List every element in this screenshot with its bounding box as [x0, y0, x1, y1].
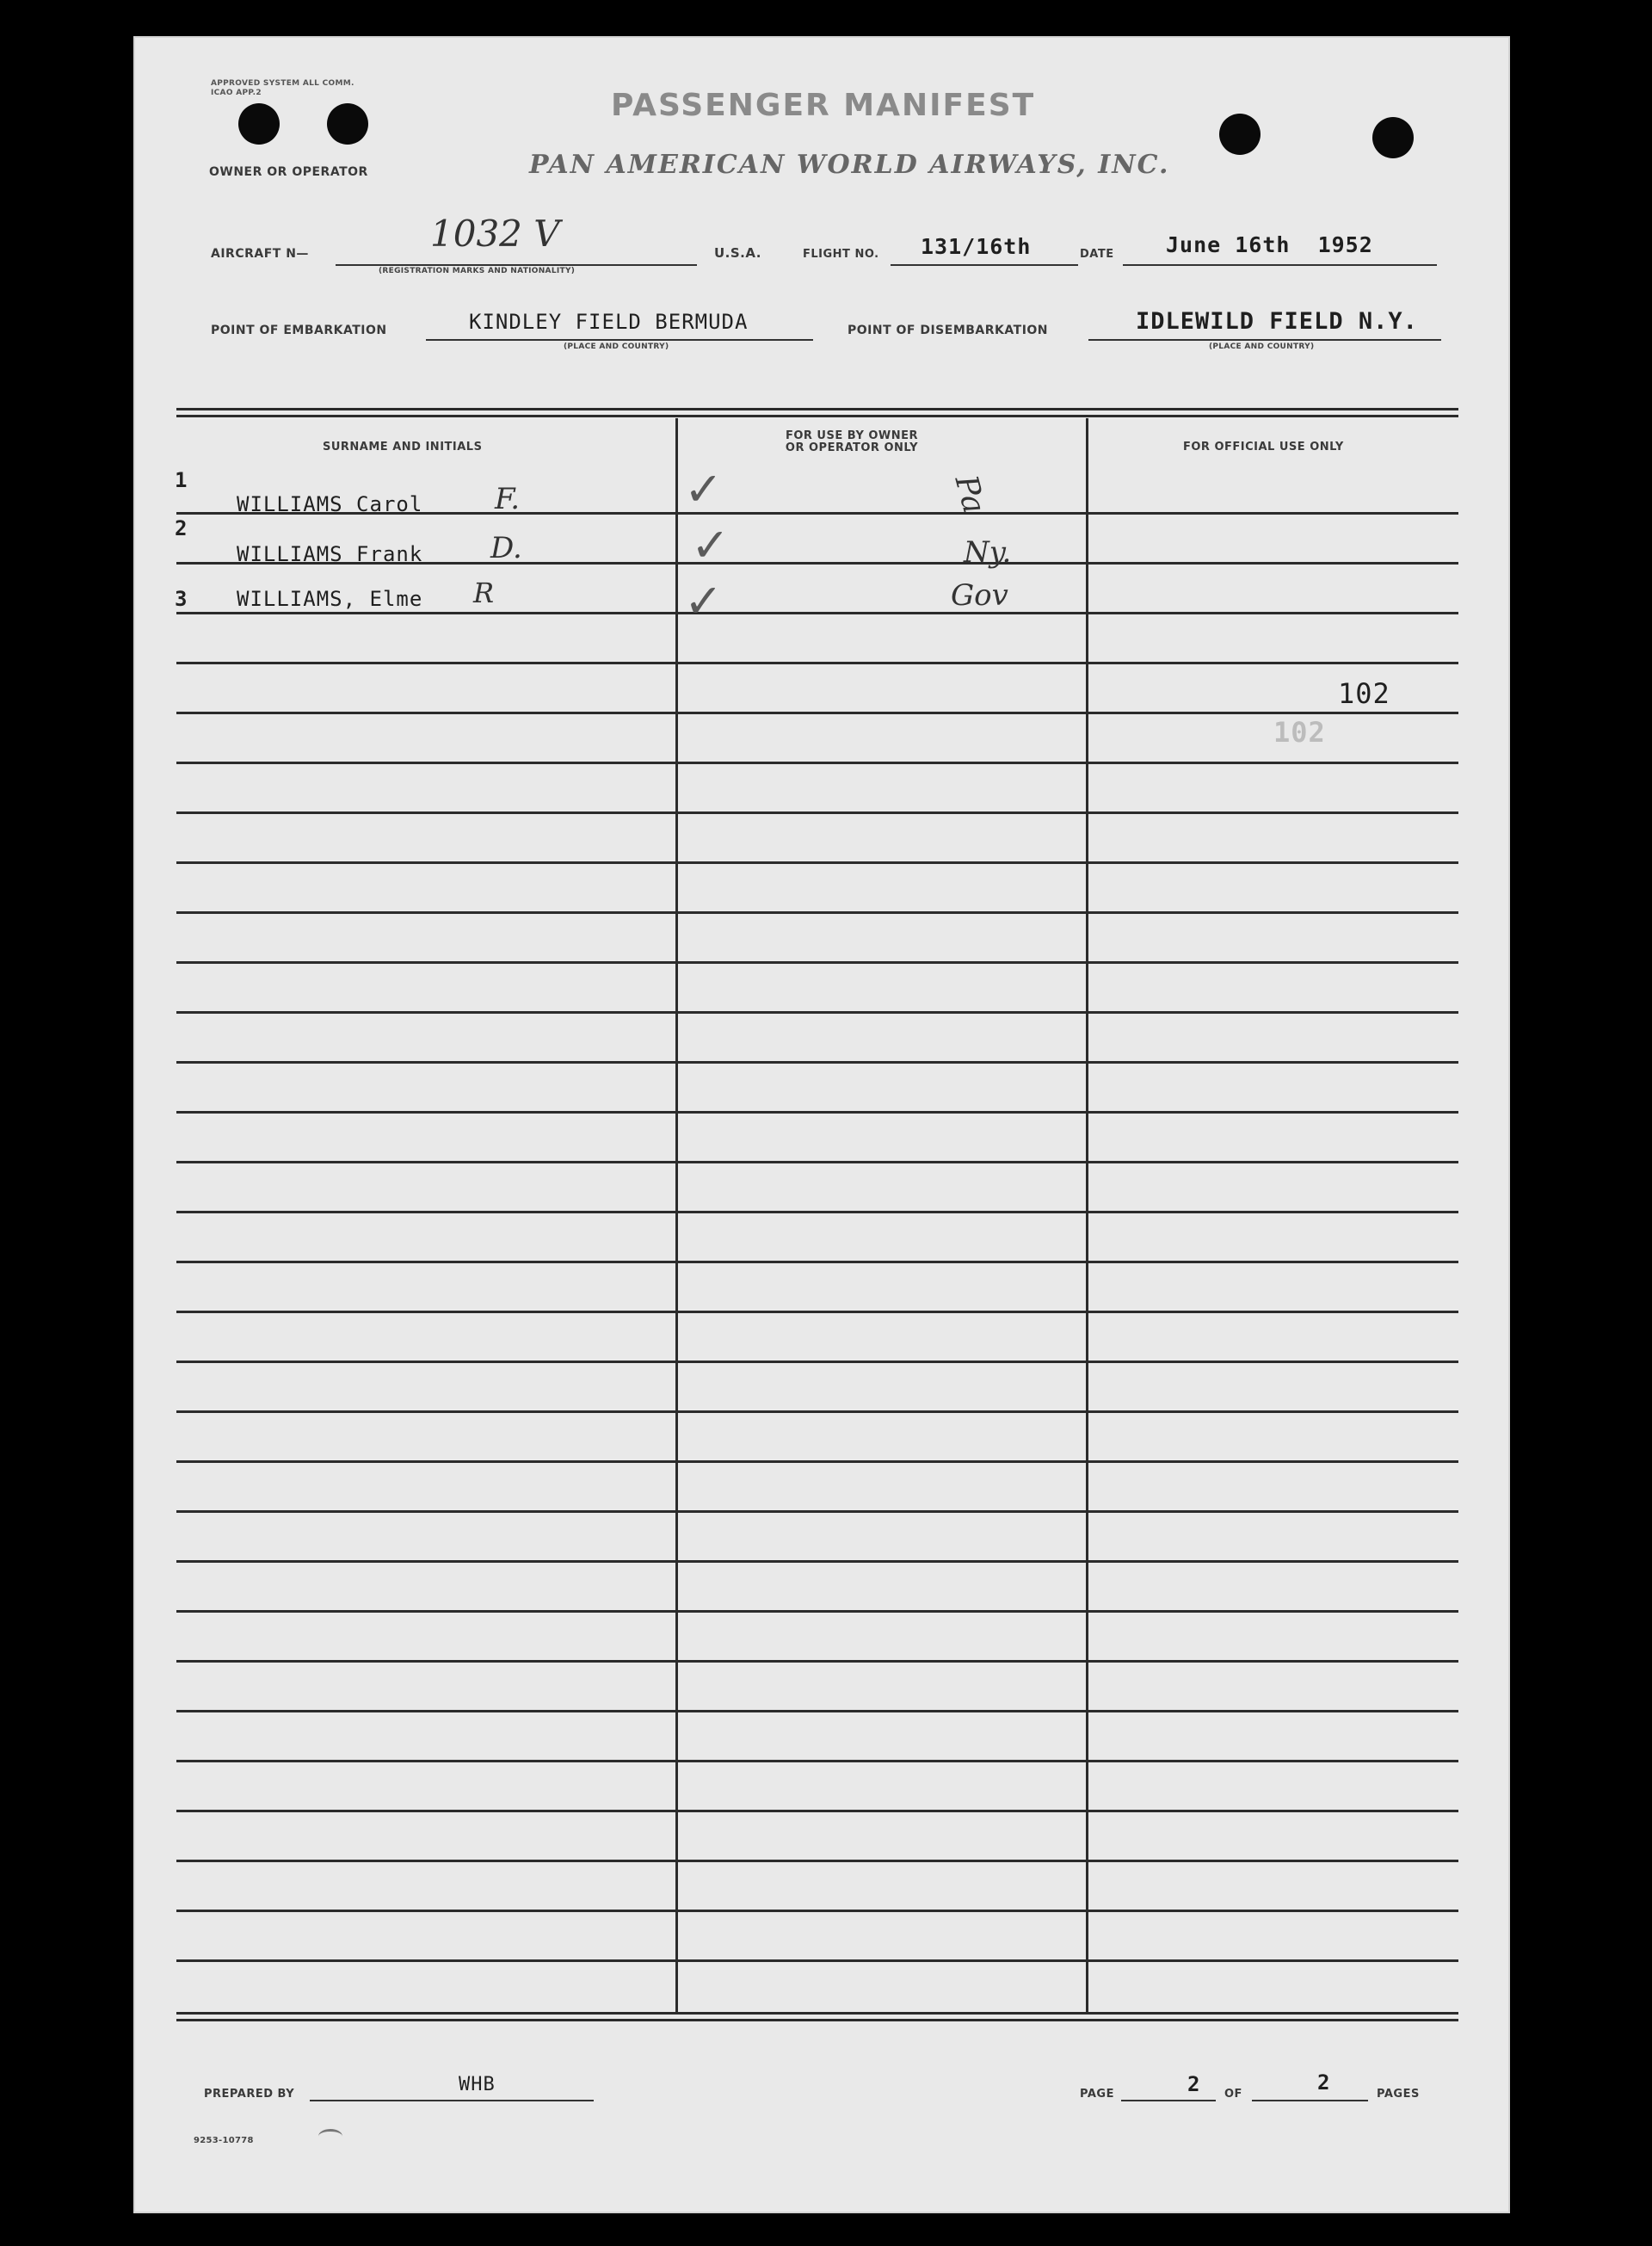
flight-value: 131/16th: [921, 234, 1032, 259]
table-row-line: [176, 1261, 1458, 1263]
registration-note: (REGISTRATION MARKS AND NATIONALITY): [379, 267, 576, 275]
checkmark-icon: ✓: [691, 518, 730, 572]
page-underline: [1121, 2100, 1216, 2101]
table-row-line: [176, 1410, 1458, 1413]
table-row-line: [176, 1660, 1458, 1663]
table-row-line: [176, 811, 1458, 814]
table-row-line: [176, 1061, 1458, 1064]
passenger-initial: D.: [490, 531, 522, 565]
column-divider-2: [1086, 418, 1088, 2012]
table-bottom-rule-2: [176, 2019, 1458, 2021]
embarkation-label: POINT OF EMBARKATION: [211, 324, 387, 337]
flight-underline: [891, 264, 1078, 266]
row-number: 1: [175, 468, 188, 492]
passenger-name: WILLIAMS, Elme: [237, 587, 423, 611]
table-row-line: [176, 612, 1458, 614]
pages-label: PAGES: [1377, 2088, 1420, 2101]
flight-label: FLIGHT NO.: [803, 248, 879, 261]
table-row-line: [176, 1810, 1458, 1812]
of-value: 2: [1317, 2070, 1331, 2095]
place-note-embarkation: (PLACE AND COUNTRY): [564, 342, 669, 351]
table-row-line: [176, 911, 1458, 914]
page-value: 2: [1187, 2072, 1201, 2096]
aircraft-label: AIRCRAFT N—: [211, 247, 309, 261]
prepared-by-label: PREPARED BY: [204, 2088, 295, 2101]
punch-hole-left-1: [238, 103, 280, 145]
table-row-line: [176, 1560, 1458, 1563]
table-row-line: [176, 961, 1458, 964]
date-value: June 16th 1952: [1166, 232, 1373, 257]
table-row-line: [176, 662, 1458, 664]
owner-label: OWNER OR OPERATOR: [209, 165, 368, 179]
aircraft-underline: [336, 264, 697, 266]
date-label: DATE: [1080, 248, 1114, 261]
official-stamp: 102: [1338, 677, 1390, 710]
table-row-line: [176, 1860, 1458, 1862]
owner-annotation: Gov: [951, 578, 1008, 613]
disembarkation-value: IDLEWILD FIELD N.Y.: [1136, 308, 1418, 335]
table-row-line: [176, 1211, 1458, 1213]
table-row-line: [176, 1361, 1458, 1363]
owner-annotation: Pa: [947, 471, 992, 518]
table-row-line: [176, 1161, 1458, 1163]
table-top-rule-2: [176, 415, 1458, 417]
punch-hole-left-2: [327, 103, 368, 145]
table-row-line: [176, 1011, 1458, 1014]
of-underline: [1252, 2100, 1368, 2101]
table-row-line: [176, 1760, 1458, 1762]
table-row-line: [176, 861, 1458, 864]
passenger-name: WILLIAMS Carol: [237, 492, 423, 516]
table-row-line: [176, 712, 1458, 714]
manifest-sheet: [133, 36, 1510, 2213]
table-row-line: [176, 1959, 1458, 1962]
row-number: 2: [175, 516, 188, 540]
disembarkation-label: POINT OF DISEMBARKATION: [848, 324, 1049, 337]
checkmark-icon: ✓: [684, 574, 724, 628]
table-row-line: [176, 1510, 1458, 1513]
table-row-line: [176, 1111, 1458, 1114]
passenger-initial: R: [473, 577, 495, 609]
embarkation-underline: [426, 339, 813, 341]
company-name: PAN AMERICAN WORLD AIRWAYS, INC.: [529, 150, 1170, 180]
owner-annotation: Ny.: [964, 535, 1012, 570]
table-row-line: [176, 1311, 1458, 1313]
table-bottom-rule-1: [176, 2012, 1458, 2015]
page-label: PAGE: [1080, 2088, 1114, 2101]
printer-mark-icon: [318, 2129, 342, 2144]
usa-label: U.S.A.: [714, 245, 761, 261]
table-top-rule-1: [176, 408, 1458, 410]
punch-hole-right-2: [1372, 117, 1414, 158]
passenger-initial: F.: [495, 482, 521, 516]
prepared-by-value: WHB: [459, 2074, 496, 2095]
column-header-owner-use: FOR USE BY OWNER OR OPERATOR ONLY: [785, 429, 919, 454]
prepared-by-underline: [310, 2100, 594, 2101]
table-row-line: [176, 762, 1458, 764]
punch-hole-right-1: [1219, 114, 1261, 155]
table-row-line: [176, 1710, 1458, 1712]
table-row-line: [176, 1910, 1458, 1912]
checkmark-icon: ✓: [684, 462, 724, 516]
of-label: OF: [1224, 2088, 1242, 2101]
column-divider-1: [675, 418, 678, 2012]
aircraft-value: 1032 V: [430, 213, 560, 255]
page-title: PASSENGER MANIFEST: [611, 88, 1036, 123]
official-stamp-faint: 102: [1273, 716, 1326, 749]
row-number: 3: [175, 587, 188, 611]
table-row-line: [176, 1610, 1458, 1613]
table-row-line: [176, 1460, 1458, 1463]
disembarkation-underline: [1088, 339, 1441, 341]
approval-note: APPROVED SYSTEM ALL COMM. ICAO APP.2: [211, 79, 354, 97]
place-note-disembarkation: (PLACE AND COUNTRY): [1209, 342, 1315, 351]
date-underline: [1123, 264, 1437, 266]
column-header-official: FOR OFFICIAL USE ONLY: [1183, 441, 1344, 454]
column-header-surname: SURNAME AND INITIALS: [323, 441, 483, 454]
form-code: 9253-10778: [194, 2136, 254, 2145]
passenger-name: WILLIAMS Frank: [237, 542, 423, 566]
embarkation-value: KINDLEY FIELD BERMUDA: [469, 310, 749, 334]
